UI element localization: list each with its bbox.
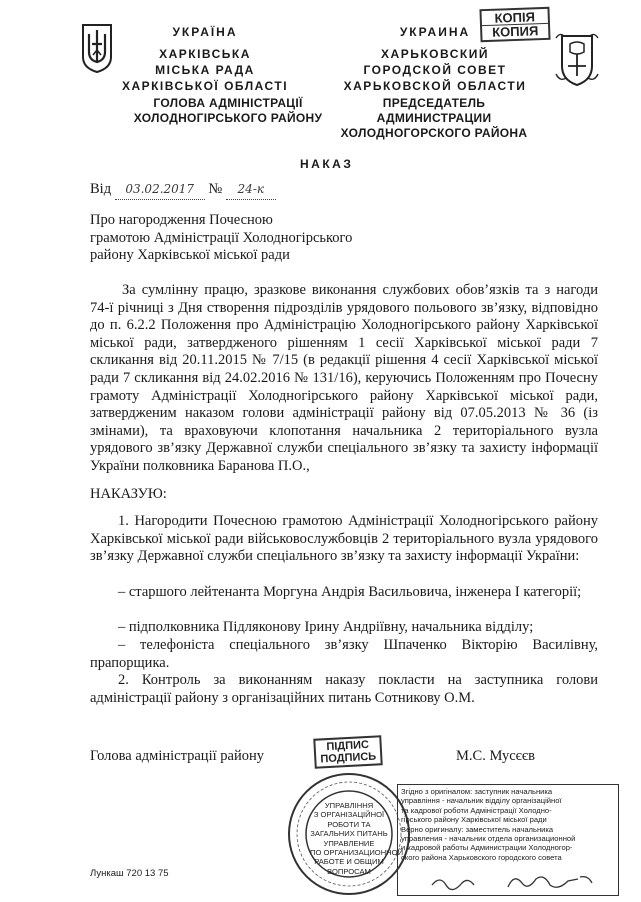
number-value: 24-к [226, 181, 276, 200]
signature-stamp-ua: ПІДПИС [326, 738, 370, 754]
executor-note: Лункаш 720 13 75 [90, 868, 169, 879]
subject-line: грамотою Адміністрації Холодногірського [90, 229, 353, 246]
position-right-line1: ПРЕДСЕДАТЕЛЬ АДМИНИСТРАЦИИ [376, 96, 492, 125]
subject-block [90, 212, 352, 265]
certification-line: Згідно з оригіналом: заступник начальника [401, 787, 553, 796]
certification-line: ского района Харьковского городского совета [401, 852, 562, 862]
number-label: № [208, 181, 223, 197]
seal-text: РАБОТЕ И ОБЩИМ [314, 857, 384, 867]
certification-line: гірського району Харківської міської ради [401, 815, 547, 825]
seal-text: УПРАВЛІННЯ [324, 801, 374, 810]
copy-stamp-ru: КОПИЯ [482, 23, 548, 39]
order-item-2: 2. Контроль за виконанням наказу покласти на заступника голови адміністрації району з організаційних питань Сотникову О.М. [90, 672, 598, 706]
position-right-line2: ХОЛОДНОГОРСКОГО РАЙОНА [340, 126, 528, 140]
ukraine-trident-icon [80, 22, 114, 74]
kharkiv-coat-of-arms-icon [552, 30, 602, 88]
document-title: НАКАЗ [300, 157, 354, 171]
seal-text: ВОПРОСАМ [327, 866, 371, 876]
position-right [324, 96, 544, 141]
order-item-1: 1. Нагородити Почесною грамотою Адміністрації Холодногірського району Харківської міської ради військовослужбовців 2 територіального вузла урядового зв’язку Державної служби спеціального зв’язку та захисту інформації України: [90, 513, 598, 565]
date-value: 03.02.2017 [115, 181, 205, 200]
signatory-name: М.С. Мусєєв [456, 748, 535, 764]
council-name-ru-line2: ГОРОДСКОЙ СОВЕТ [363, 63, 507, 77]
date-line [90, 181, 276, 200]
preamble-paragraph: За сумлінну працю, зразкове виконання службових обов’язків та з нагоди 74-ї річниці з Дня створення підрозділів урядового польового зв’язку, відповідно до п. 6.2.2 Положення про Адміністрацію Холодногірського району Харківської міської ради, затвердженого рішенням 1 сесії Харківської міської ради 7 скликання від 20.11.2015 № 7/15 (в редакції рішення 4 сесії Харківської міської ради 7 скликання від 24.02.2016 № 131/16), керуючись Положенням про Почесну грамоту Адміністрації Холодногірського району Харківської міської ради, затвердженим наказом голови адміністрації району від 07.05.2013 № 36 (із змінами), та враховуючи клопотання начальника 2 територіального вузла урядового зв’язку Державної служби спеціального зв’язку та захисту інформації України полковника Баранова П.О., [90, 282, 598, 474]
council-name-ru-line1: ХАРЬКОВСКИЙ [381, 47, 489, 61]
certification-line: Верно оригиналу: заместитель начальника [401, 824, 554, 834]
handwritten-signature-icon [428, 871, 598, 893]
certification-line: управління - начальник відділу організаційної [401, 796, 562, 806]
signature-stamp-ru: ПОДПИСЬ [320, 750, 377, 766]
header-left [120, 24, 290, 94]
awardee-2: – підполковника Підляконову Ірину Андріївну, начальника відділу; [118, 619, 534, 635]
seal-text: ЗАГАЛЬНИХ ПИТАНЬ [310, 829, 388, 839]
certification-line: управления - начальник отдела организационной [401, 834, 576, 844]
council-name-line1: ХАРКІВСЬКА [159, 47, 251, 61]
signature-position: Голова адміністрації району [90, 748, 264, 764]
signature-stamp [313, 735, 382, 769]
council-name-ru-line3: ХАРЬКОВСКОЙ ОБЛАСТИ [343, 79, 527, 93]
awardee-1: – старшого лейтенанта Моргуна Андрія Васильовича, інженера І категорії; [118, 584, 582, 600]
subject-line: Про нагородження Почесною [90, 212, 273, 228]
certification-stamp [397, 784, 619, 896]
date-label: Від [90, 181, 112, 197]
position-left [128, 96, 328, 126]
council-name-line2: МІСЬКА РАДА [155, 63, 255, 77]
seal-text: ПО ОРГАНИЗАЦИОННОЙ [310, 848, 404, 858]
council-name-line3: ХАРКІВСЬКОЇ ОБЛАСТІ [121, 79, 289, 93]
official-seal [286, 771, 412, 897]
country-ru: УКРАИНА [399, 25, 471, 39]
country-ua: УКРАЇНА [172, 25, 238, 39]
certification-line: и кадровой работы Администрации Холодногор- [401, 843, 573, 853]
copy-stamp [479, 7, 550, 42]
order-word: НАКАЗУЮ: [90, 486, 167, 502]
awardee-3: – телефоніста спеціального зв’язку Шпаченко Вікторію Василівну, прапорщика. [90, 637, 598, 671]
position-left-line1: ГОЛОВА АДМІНІСТРАЦІЇ [153, 96, 303, 110]
seal-text: РОБОТИ ТА [327, 819, 371, 829]
certification-line: та кадрової роботи Адміністрації Холодно- [401, 805, 552, 815]
seal-text: УПРАВЛЕНИЕ [323, 838, 375, 848]
copy-stamp-ua: КОПІЯ [494, 9, 536, 26]
subject-line: району Харківської міської ради [90, 247, 290, 264]
seal-text: З ОРГАНІЗАЦІЙНОЇ [313, 810, 385, 820]
position-left-line2: ХОЛОДНОГІРСЬКОГО РАЙОНУ [133, 111, 323, 125]
